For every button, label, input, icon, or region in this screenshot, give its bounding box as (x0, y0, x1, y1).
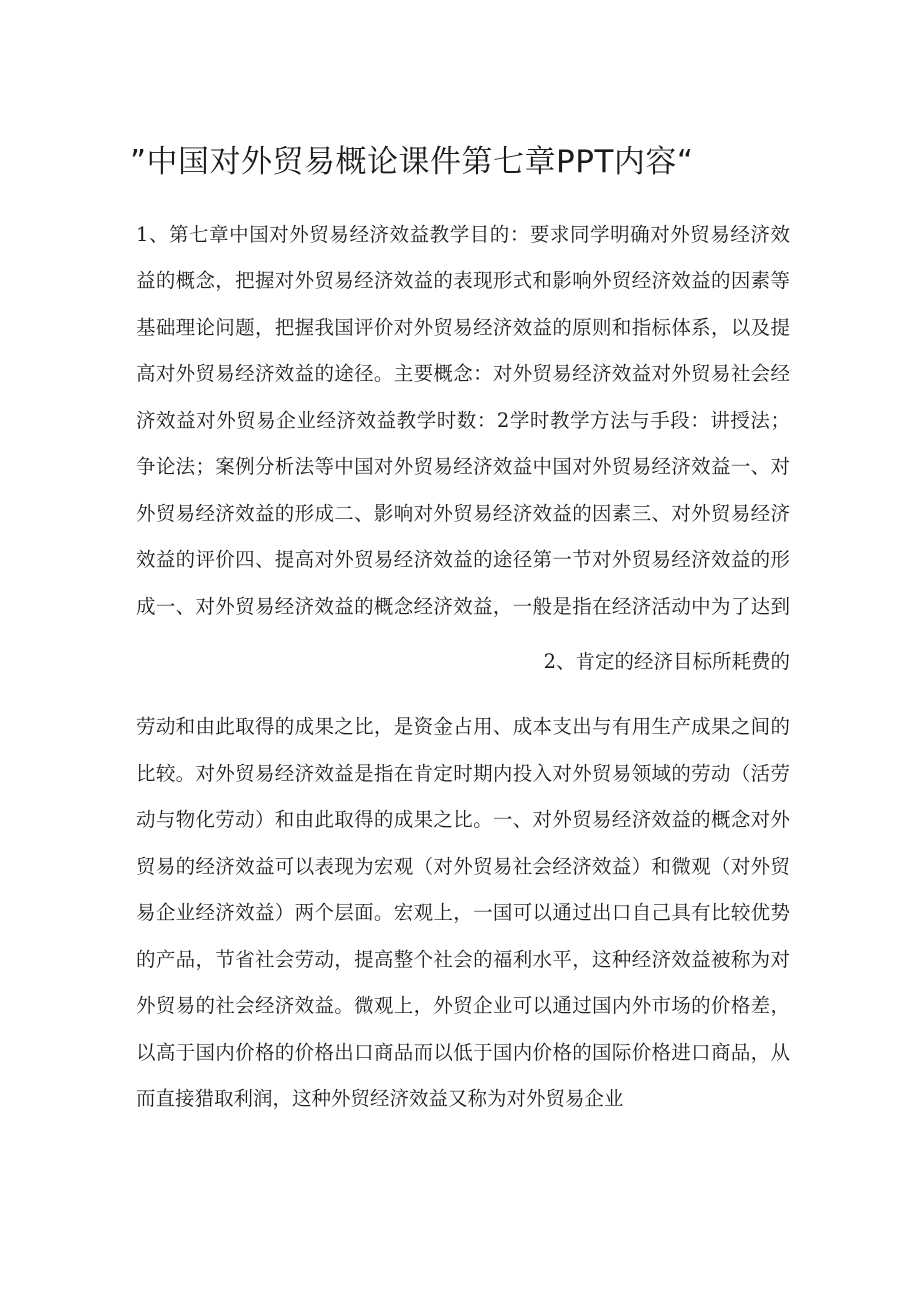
paragraph-line: 1、第七章中国对外贸易经济效益教学目的：要求同学明确对外贸易经济效 (136, 223, 790, 246)
paragraph-line: 外贸易经济效益的形成二、影响对外贸易经济效益的因素三、对外贸易经济 (136, 502, 790, 525)
paragraph-line: 贸易的经济效益可以表现为宏观（对外贸易社会经济效益）和微观（对外贸 (136, 855, 790, 878)
paragraph-line: 而直接猎取利润，这种外贸经济效益又称为对外贸易企业 (136, 1087, 624, 1110)
paragraph-line: 以高于国内价格的价格出口商品而以低于国内价格的国际价格进口商品，从 (136, 1041, 790, 1064)
paragraph-line: 动与物化劳动）和由此取得的成果之比。一、对外贸易经济效益的概念对外 (136, 808, 790, 831)
paragraph-line: 济效益对外贸易企业经济效益教学时数：2学时教学方法与手段：讲授法； (136, 409, 790, 432)
paragraph-line: 易企业经济效益）两个层面。宏观上，一国可以通过出口自己具有比较优势 (136, 901, 790, 924)
paragraph-line: 高对外贸易经济效益的途径。主要概念：对外贸易经济效益对外贸易社会经 (136, 362, 790, 385)
paragraph-line: 益的概念，把握对外贸易经济效益的表现形式和影响外贸经济效益的因素等 (136, 269, 790, 292)
paragraph-line: 比较。对外贸易经济效益是指在肯定时期内投入对外贸易领域的劳动（活劳 (136, 762, 790, 785)
paragraph-line: 成一、对外贸易经济效益的概念经济效益，一般是指在经济活动中为了达到 (136, 595, 790, 618)
paragraph-line: 劳动和由此取得的成果之比，是资金占用、成本支出与有用生产成果之间的 (136, 715, 790, 738)
paragraph-line: 外贸易的社会经济效益。微观上，外贸企业可以通过国内外市场的价格差， (136, 994, 790, 1017)
paragraph-line: 争论法；案例分析法等中国对外贸易经济效益中国对外贸易经济效益一、对 (136, 455, 790, 478)
paragraph-line: 效益的评价四、提高对外贸易经济效益的途径第一节对外贸易经济效益的形 (136, 548, 790, 571)
paragraph-line: 基础理论问题，把握我国评价对外贸易经济效益的原则和指标体系，以及提 (136, 316, 790, 339)
paragraph-line: 的产品，节省社会劳动，提高整个社会的福利水平，这种经济效益被称为对 (136, 948, 790, 971)
document-title: ”中国对外贸易概论课件第七章PPT内容“ (130, 144, 694, 180)
section-heading: 2、肯定的经济目标所耗费的 (543, 650, 790, 673)
